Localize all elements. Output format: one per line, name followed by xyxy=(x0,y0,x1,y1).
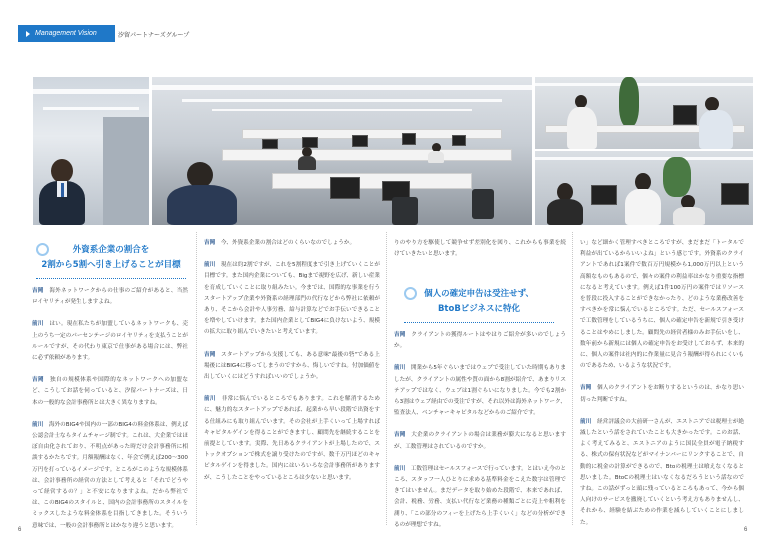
heading-1-line-1: 外資系企業の割合を xyxy=(72,245,150,255)
article-column-3-intro xyxy=(394,238,566,268)
heading-2-line-1: 個人の確定申告は受注せず、 xyxy=(424,289,534,299)
heading-2-line-2: BtoBビジネスに特化 xyxy=(437,304,521,314)
office-staff-photo xyxy=(535,151,753,225)
article-column-4 xyxy=(580,238,744,524)
paragraph: 前川 はい。現在私たちが加盟しているネットワークも、売上のうち一定のパーセンテージのロイヤリティを支払うことがルールですが、その代わり東京で仕事がある場合には、弊社に必ず依頼があります。 xyxy=(32,321,188,362)
section-heading-2 xyxy=(404,287,554,317)
article-column-2 xyxy=(204,238,380,524)
paragraph: い」など細かく管理すべきところですが、まだまだ「トータルで利益が出ているからいいよね」という感じです。外資系のクライアントであれば1案件で数百万円規模から1,000万円以上という高額なものもあるので、個々の案件の利益率はかなり重要な指標になると考えています。例えば1件100万円の案件ではリソースを普段に投入することができなかったり、どのような業務改善をすべきかを常に悩んでいるところです。ただ、セールスフォースで工数管理をしているうちに、個人の確定申告を新規で引き受けることはやめにしました。顧問先の経営者様のみお手伝いをし、数年前から新規には個人の確定申告をお受けしておらず、本来的に、個人の案件は社内的に作業量に見合う報酬が得られにくいものであるため、いるような状況です。 xyxy=(580,240,744,370)
paragraph: 吉岡 スタートアップから支援しても、ある意味"最後の砦"である上場後にはBIG4に移ってしまうのですから、悔しいですね。付加価値を出していくにはどうすればいいのでしょうか。 xyxy=(204,351,380,381)
circle-ornament-icon xyxy=(404,287,417,300)
paragraph: 吉岡 クライアントの獲得ルートはやはりご紹介が多いのでしょうか。 xyxy=(394,332,566,350)
paragraph: 吉岡 今、外資系企業の割合はどのくらいなのでしょうか。 xyxy=(204,240,356,246)
paragraph: 前川 経営評議会の大前研一さんが、エストニアでは税理士が絶滅したという話をされていたことも大きかったです。このお話、よく考えてみると、エストニアのように国民全員が電子納税する、株式の保有状況などがマイナンバーにリンクすることで、自動的に税金の計算ができるので、Btoの税理士は喰えなくなると思いました。BtoCの税理士はいなくなるだろうという話なのですね。この話がずっと頭に残っているところもあって、今から個人向けのサービスを撤廃していくという考え方もありませんし、それから、経験を結ぶための作業を減らしていくことにしました。 xyxy=(580,418,744,526)
paragraph: 前川 開業から5年ぐらいまではウェブで受注していた時期もありましたが、クライアントの属性や質の面から8割が紹介で、あまりリステアップではなく、ウェブは1割ぐらいになりました。今でも2割から3割はウェブ経由での受注ですが、それ以外は海外ネットワーク、監査法人、ベンチャーキャピタルなどからのご紹介です。 xyxy=(394,365,566,417)
play-arrow-icon xyxy=(26,31,30,37)
paragraph: りのやり方を駆使して競争せず差別化を図り、これからも事業を続けていきたいと思います。 xyxy=(394,240,566,258)
paragraph: 前川 海外のBIG4や国内の一部のBIG4の料金体系は、例えば公認会計士ならタイムチャージ制です。これは、大企業ではほぼ自由化されており、不明点があった時だけ会計事務所に相談するかたちです。月額報酬はなく、年会で例えば200〜300万円を打っているイメージです。ところがこのような規模体系は、会計事務所の経営の方法として考えると「それでどうやって経営するの？」と不安になりますよね。だから弊社では、このBIG4のスタイルと、国内の会計事務所のスタイルをミックスしたような料金体系を目指してきました。そういう意味では、一般の会計事務所とはかなり違うと思います。 xyxy=(32,421,189,529)
office-team-photo xyxy=(535,77,753,149)
section-heading-1 xyxy=(36,243,186,273)
heading-1-line-2: 2割から5割へ引き上げることが目標 xyxy=(41,260,181,270)
column-divider xyxy=(386,232,387,525)
article-column-1 xyxy=(32,286,189,529)
portrait-photo xyxy=(33,77,149,225)
paragraph: 吉岡 独自の規模体系や国際的なネットワークへの加盟など、こうしてお話を伺っていると、汐留パートナーズは、日本の一般的な会計事務所とは大きく異なりますね。 xyxy=(32,377,188,406)
column-divider xyxy=(572,232,573,525)
paragraph: 吉岡 海外ネットワークからの仕事のご紹介があると、当然ロイヤリティが発生しますよね。 xyxy=(32,288,188,306)
paragraph: 前川 工数管理はセールスフォースで行っています。とはいえ今のところ、スタッフ一人ひとりに求める基準料金をこえた数字は管理できてはいません。まだデータを取り始めた段階で、本来であれば、会計、税務、労務、支払い代行など業務の種類ごとに売上や粗利を測り、「この部分のフィーを上げたら上手くいく」などの分析ができるのが理想ですね。 xyxy=(394,465,566,528)
paragraph: 前川 非常に悩んでいるところでもあります。これを解消するために、魅力的なスタートアップであれば、起業から早い段階で出資をする仕組みにも取り組んでいます。その会社が上手くいって上場すればキャピタルゲインを得ることができますし、顧問先を継続することを前提としています。実際、先日あるクライアントが上場したので、ストックオプションで株式を譲り受けたのですが、数千万円ほどのキャピタルゲインを得ました。国内にはいろいろな会計事務所がありますが、こうしたことをやっているところは少ないと思います。 xyxy=(204,396,380,481)
circle-ornament-icon xyxy=(36,243,49,256)
paragraph: 吉岡 大企業のクライアントの場合は業務が膨大になると思いますが、工数管理はされているのですか。 xyxy=(394,432,566,450)
page-number-right: 6 xyxy=(744,527,748,533)
paragraph: 吉岡 個人のクライアントをお断りするというのは、かなり思い切った判断ですね。 xyxy=(580,385,744,403)
office-wide-photo xyxy=(152,77,532,225)
heading-underline xyxy=(36,278,186,279)
page-number-left: 6 xyxy=(18,527,22,533)
section-label: Management Vision xyxy=(35,30,97,37)
column-divider xyxy=(196,232,197,525)
company-name: 汐留パートナーズグループ xyxy=(118,32,190,39)
article-column-3 xyxy=(394,330,566,528)
section-label-bar xyxy=(18,25,115,42)
paragraph: 前川 現在は約2割ですが、これを5割程度まで引き上げていくことが目標です。また国内企業についても、Bigまで視野を広げ、新しい産業を育成していくことに取り組みたい。今までは、国際的な事業を行うスタートアップ企業や外資系の経理部門の代行などから弊社に依頼があり、そこから会計や人事労務、給与計算などでお手伝いできることを増やしていけます。また国内企業としてBIG4に負けないよう、規模の拡大に取り組んでいきたいと考えています。 xyxy=(204,262,380,336)
heading-underline xyxy=(404,322,554,323)
